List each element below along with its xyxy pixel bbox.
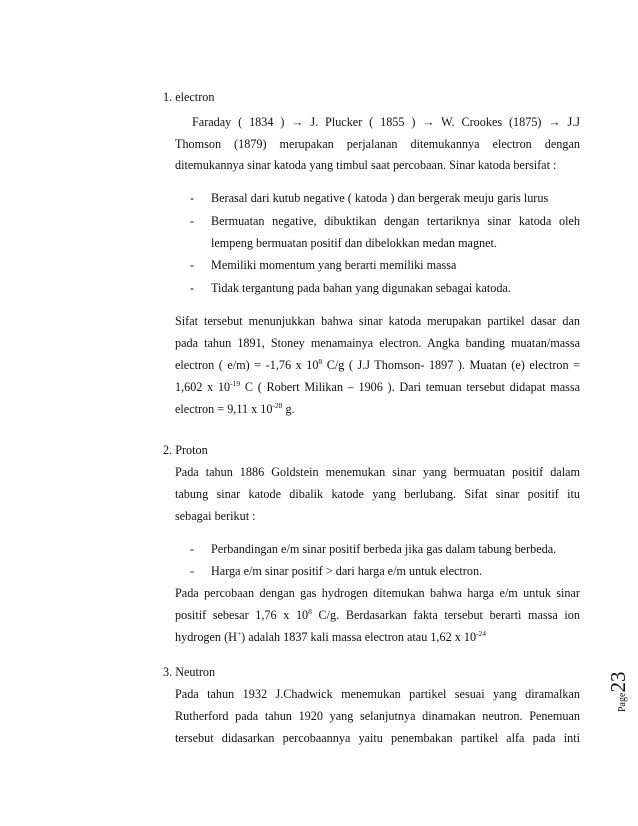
electron-intro-line-3: ditemukannya sinar katoda yang timbul saat percobaan. Sinar katoda bersifat :: [175, 158, 557, 172]
bullet-marker: -: [190, 258, 195, 272]
electron-bullet-1: Berasal dari kutub negative ( katoda ) dan bergerak meuju garis lurus: [211, 191, 549, 205]
bullet-marker: -: [190, 542, 195, 556]
proton-intro-line-2: tabung sinar katode dibalik katode yang berlubang. Sifat sinar positif itu: [175, 487, 580, 501]
bullet-marker: -: [190, 214, 195, 228]
proton-bullet-2: Harga e/m sinar positif > dari harga e/m untuk electron.: [211, 564, 483, 578]
page-number-value: 23: [606, 671, 630, 693]
proton-intro-line-1: Pada tahun 1886 Goldstein menemukan sinar yang bermuatan positif dalam: [175, 465, 580, 479]
proton-bullet-1: Perbandingan e/m sinar positif berbeda jika gas dalam tabung berbeda.: [211, 542, 557, 556]
neutron-line-2: Rutherford pada tahun 1920 yang selanjutnya dinamakan neutron. Penemuan: [175, 709, 580, 723]
proton-ratio-line: positif sebesar 1,76 x $10^8$ C/g. Berdasarkan fakta tersebut berarti massa ion: [175, 607, 580, 622]
electron-mass-line: electron = 9,11 x $10^{-28}$ g.: [175, 401, 295, 416]
electron-summary-line-2: pada tahun 1891, Stoney menamainya electron. Angka banding muatan/massa: [175, 336, 580, 350]
electron-bullet-2: Bermuatan negative, dibuktikan dengan tertariknya sinar katoda oleh: [211, 214, 580, 228]
page-word: Page: [617, 692, 628, 712]
electron-charge-line: 1,602 x $10^{-19}$ C ( Robert Milikan – 1906 ). Dari temuan tersebut didapat massa: [175, 379, 581, 394]
electron-bullet-2-continued: lempeng bermuatan positif dan dibelokkan medan magnet.: [211, 236, 497, 250]
neutron-line-3: tersebut didasarkan percobaannya yaitu penembakan partikel alfa pada inti: [175, 731, 580, 745]
electron-intro-line-2: Thomson (1879) merupakan perjalanan ditemukannya electron dengan: [175, 137, 580, 151]
page-number: [606, 648, 630, 712]
bullet-marker: -: [190, 281, 195, 295]
electron-summary-line-1: Sifat tersebut menunjukkan bahwa sinar katoda merupakan partikel dasar dan: [175, 314, 580, 328]
bullet-marker: -: [190, 564, 195, 578]
proton-summary-line-1: Pada percobaan dengan gas hydrogen ditemukan bahwa harga e/m untuk sinar: [175, 586, 580, 600]
electron-bullet-3: Memiliki momentum yang berarti memiliki massa: [211, 258, 457, 272]
section-heading-neutron: 3. Neutron: [163, 665, 216, 679]
electron-intro-line-1: Faraday ( 1834 ) → J. Plucker ( 1855 ) → W. Crookes (1875) → J.J: [192, 115, 580, 129]
electron-bullet-4: Tidak tergantung pada bahan yang digunakan sebagai katoda.: [211, 281, 511, 295]
electron-ratio-line: electron ( e/m) = -1,76 x $10^8$ C/g ( J.J Thomson- 1897 ). Muatan (e) electron =: [175, 357, 580, 372]
bullet-marker: -: [190, 191, 195, 205]
section-heading-electron: 1. electron: [163, 90, 215, 104]
proton-hydrogen-line: hydrogen (H+) adalah 1837 kali massa electron atau 1,62 x $10^{-24}$: [175, 629, 487, 644]
proton-intro-line-3: sebagai berikut :: [175, 509, 256, 523]
section-heading-proton: 2. Proton: [163, 443, 208, 457]
neutron-line-1: Pada tahun 1932 J.Chadwick menemukan partikel sesuai yang diramalkan: [175, 687, 580, 701]
